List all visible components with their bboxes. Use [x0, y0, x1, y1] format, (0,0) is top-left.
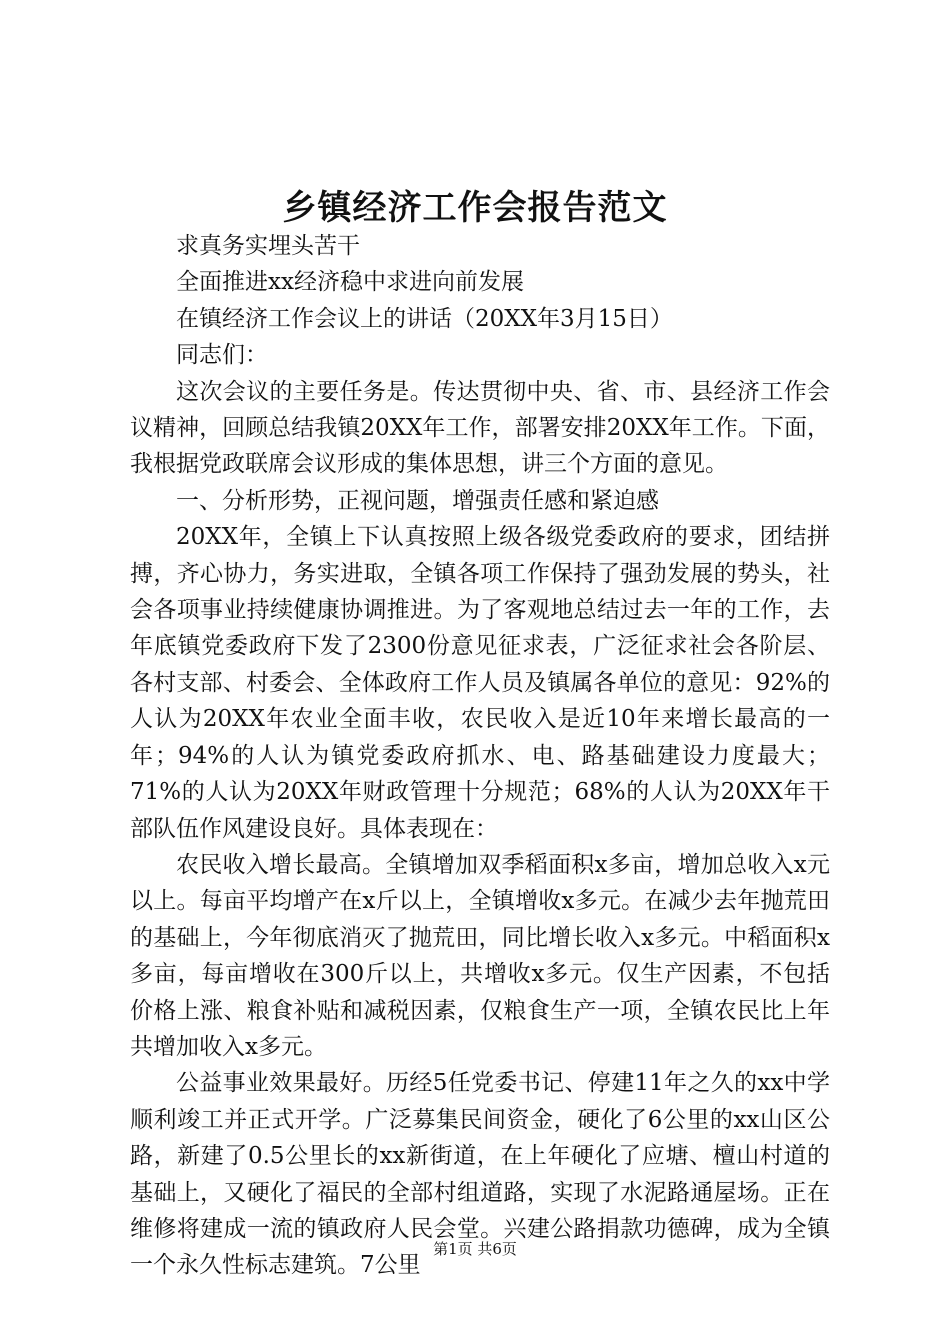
paragraph: 在镇经济工作会议上的讲话（20XX年3月15日）	[176, 305, 673, 332]
section-heading: 一、分析形势，正视问题，增强责任感和紧迫感	[176, 487, 659, 514]
paragraph: 同志们：	[176, 342, 268, 369]
paragraph: 全面推进xx经济稳中求进向前发展	[176, 269, 524, 296]
paragraph: 农民收入增长最高。全镇增加双季稻面积x多亩，增加总收入x元以上。每亩平均增产在x斤以上，全镇增收x多元。在减少去年抛荒田的基础上，今年彻底消灭了抛荒田，同比增长收入x多元。中稻面积x多亩，每亩增收在300斤以上，共增收x多元。仅生产因素，不包括价格上涨、粮食补贴和减税因素，仅粮食生产一项，全镇农民比上年共增加收入x多元。	[130, 851, 830, 1060]
document-body	[130, 228, 830, 1284]
paragraph: 20XX年，全镇上下认真按照上级各级党委政府的要求，团结拼搏，齐心协力，务实进取，全镇各项工作保持了强劲发展的势头，社会各项事业持续健康协调推进。为了客观地总结过去一年的工作，去年底镇党委政府下发了2300份意见征求表，广泛征求社会各阶层、各村支部、村委会、全体政府工作人员及镇属各单位的意见：92%的人认为20XX年农业全面丰收，农民收入是近10年来增长最高的一年；94%的人认为镇党委政府抓水、电、路基础建设力度最大；71%的人认为20XX年财政管理十分规范；68%的人认为20XX年干部队伍作风建设良好。具体表现在：	[130, 524, 830, 842]
paragraph: 这次会议的主要任务是。传达贯彻中央、省、市、县经济工作会议精神，回顾总结我镇20XX年工作，部署安排20XX年工作。下面，我根据党政联席会议形成的集体思想，讲三个方面的意见。	[130, 378, 830, 478]
paragraph: 求真务实埋头苦干	[176, 233, 360, 259]
paragraph: 公益事业效果最好。历经5任党委书记、停建11年之久的xx中学顺利竣工并正式开学。广泛募集民间资金，硬化了6公里的xx山区公路，新建了0.5公里长的xx新街道，在上年硬化了应塘、檀山村道的基础上，又硬化了福民的全部村组道路，实现了水泥路通屋场。正在维修将建成一流的镇政府人民会堂。兴建公路捐款功德碑，成为全镇一个永久性标志建筑。7公里	[130, 1070, 830, 1279]
page-footer: 第1页 共6页	[433, 1240, 517, 1258]
document-title: 乡镇经济工作会报告范文	[282, 188, 668, 228]
